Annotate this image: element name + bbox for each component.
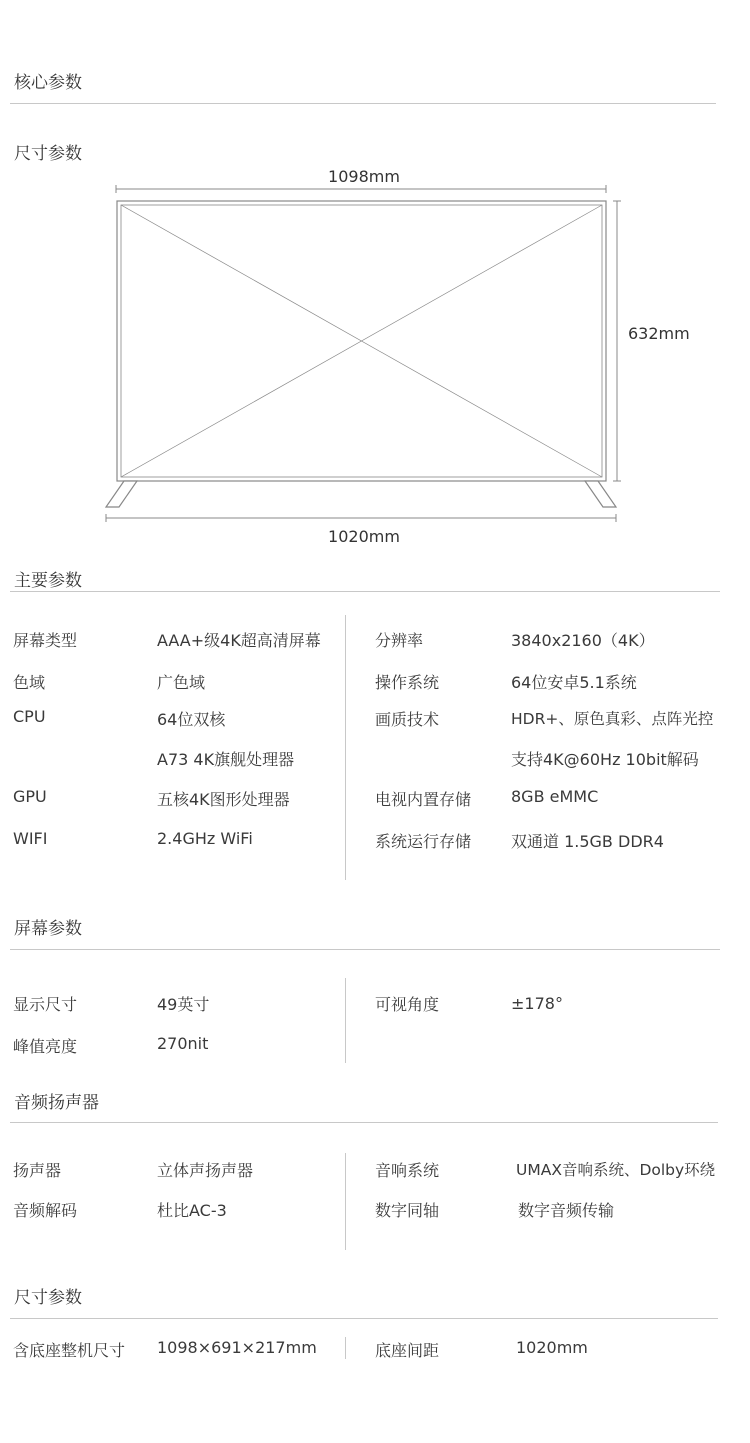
spec-value: 数字音频传输 — [518, 1201, 615, 1220]
tv-stand-right — [585, 481, 616, 507]
spec-label: 色域 — [13, 673, 46, 692]
spec-value: 双通道 1.5GB DDR4 — [511, 832, 664, 851]
size-diagram-title: 尺寸参数 — [14, 144, 82, 164]
audio-column-divider — [345, 1153, 346, 1250]
screen-divider — [10, 949, 720, 950]
spec-label: 电视内置存储 — [375, 790, 472, 809]
spec-value: 立体声扬声器 — [157, 1161, 254, 1180]
spec-value: 1098×691×217mm — [157, 1338, 317, 1357]
core-divider — [10, 103, 716, 104]
spec-value: 广色域 — [157, 673, 206, 692]
spec-value: UMAX音响系统、Dolby环绕 — [516, 1161, 716, 1179]
spec-label: 可视角度 — [375, 995, 440, 1014]
spec-label: 底座间距 — [375, 1341, 440, 1360]
spec-label: 分辨率 — [375, 631, 424, 650]
spec-label: 屏幕类型 — [13, 631, 78, 650]
spec-value: 1020mm — [516, 1338, 588, 1357]
tv-dimension-diagram — [0, 160, 750, 550]
audio-section-title: 音频扬声器 — [14, 1093, 99, 1113]
screen-section-title: 屏幕参数 — [14, 919, 82, 939]
main-divider — [10, 591, 720, 592]
spec-label: 峰值亮度 — [13, 1037, 78, 1056]
dimensions-divider — [10, 1318, 718, 1319]
spec-label: 画质技术 — [375, 710, 440, 729]
spec-value: 270nit — [157, 1034, 209, 1053]
spec-label: 系统运行存储 — [375, 832, 472, 851]
spec-value: HDR+、原色真彩、点阵光控 — [511, 710, 714, 728]
spec-label: 音响系统 — [375, 1161, 440, 1180]
core-section-title: 核心参数 — [14, 73, 82, 93]
base-dimension-line — [106, 514, 616, 522]
screen-column-divider — [345, 978, 346, 1063]
spec-value: 8GB eMMC — [511, 787, 599, 806]
height-label: 632mm — [628, 324, 690, 343]
spec-label: 含底座整机尺寸 — [13, 1341, 126, 1360]
tv-stand-left — [106, 481, 137, 507]
spec-value: 2.4GHz WiFi — [157, 829, 253, 848]
spec-label: 操作系统 — [375, 673, 440, 692]
spec-value: 3840x2160（4K） — [511, 631, 655, 650]
spec-label: 音频解码 — [13, 1201, 78, 1220]
main-section-title: 主要参数 — [14, 571, 82, 591]
tv-outline — [117, 201, 606, 481]
base-label: 1020mm — [328, 527, 400, 546]
spec-label: 显示尺寸 — [13, 995, 78, 1014]
main-column-divider — [345, 615, 346, 880]
height-dimension-line — [613, 201, 621, 481]
spec-label: CPU — [13, 707, 46, 726]
spec-value: 49英寸 — [157, 995, 210, 1014]
spec-value: 64位安卓5.1系统 — [511, 673, 637, 692]
dimensions-column-divider — [345, 1337, 346, 1359]
width-label: 1098mm — [328, 167, 400, 186]
spec-value: 支持4K@60Hz 10bit解码 — [511, 750, 699, 769]
spec-label: WIFI — [13, 829, 48, 848]
spec-value: 杜比AC-3 — [157, 1201, 227, 1220]
spec-value: 五核4K图形处理器 — [157, 790, 290, 809]
spec-label: GPU — [13, 787, 47, 806]
spec-value: ±178° — [511, 994, 563, 1013]
spec-label: 数字同轴 — [375, 1201, 440, 1220]
spec-value: A73 4K旗舰处理器 — [157, 750, 295, 769]
audio-divider — [10, 1122, 718, 1123]
width-dimension-line — [116, 185, 606, 193]
spec-value: AAA+级4K超高清屏幕 — [157, 631, 321, 650]
spec-value: 64位双核 — [157, 710, 226, 729]
dimensions-section-title: 尺寸参数 — [14, 1288, 82, 1308]
spec-label: 扬声器 — [13, 1161, 62, 1180]
